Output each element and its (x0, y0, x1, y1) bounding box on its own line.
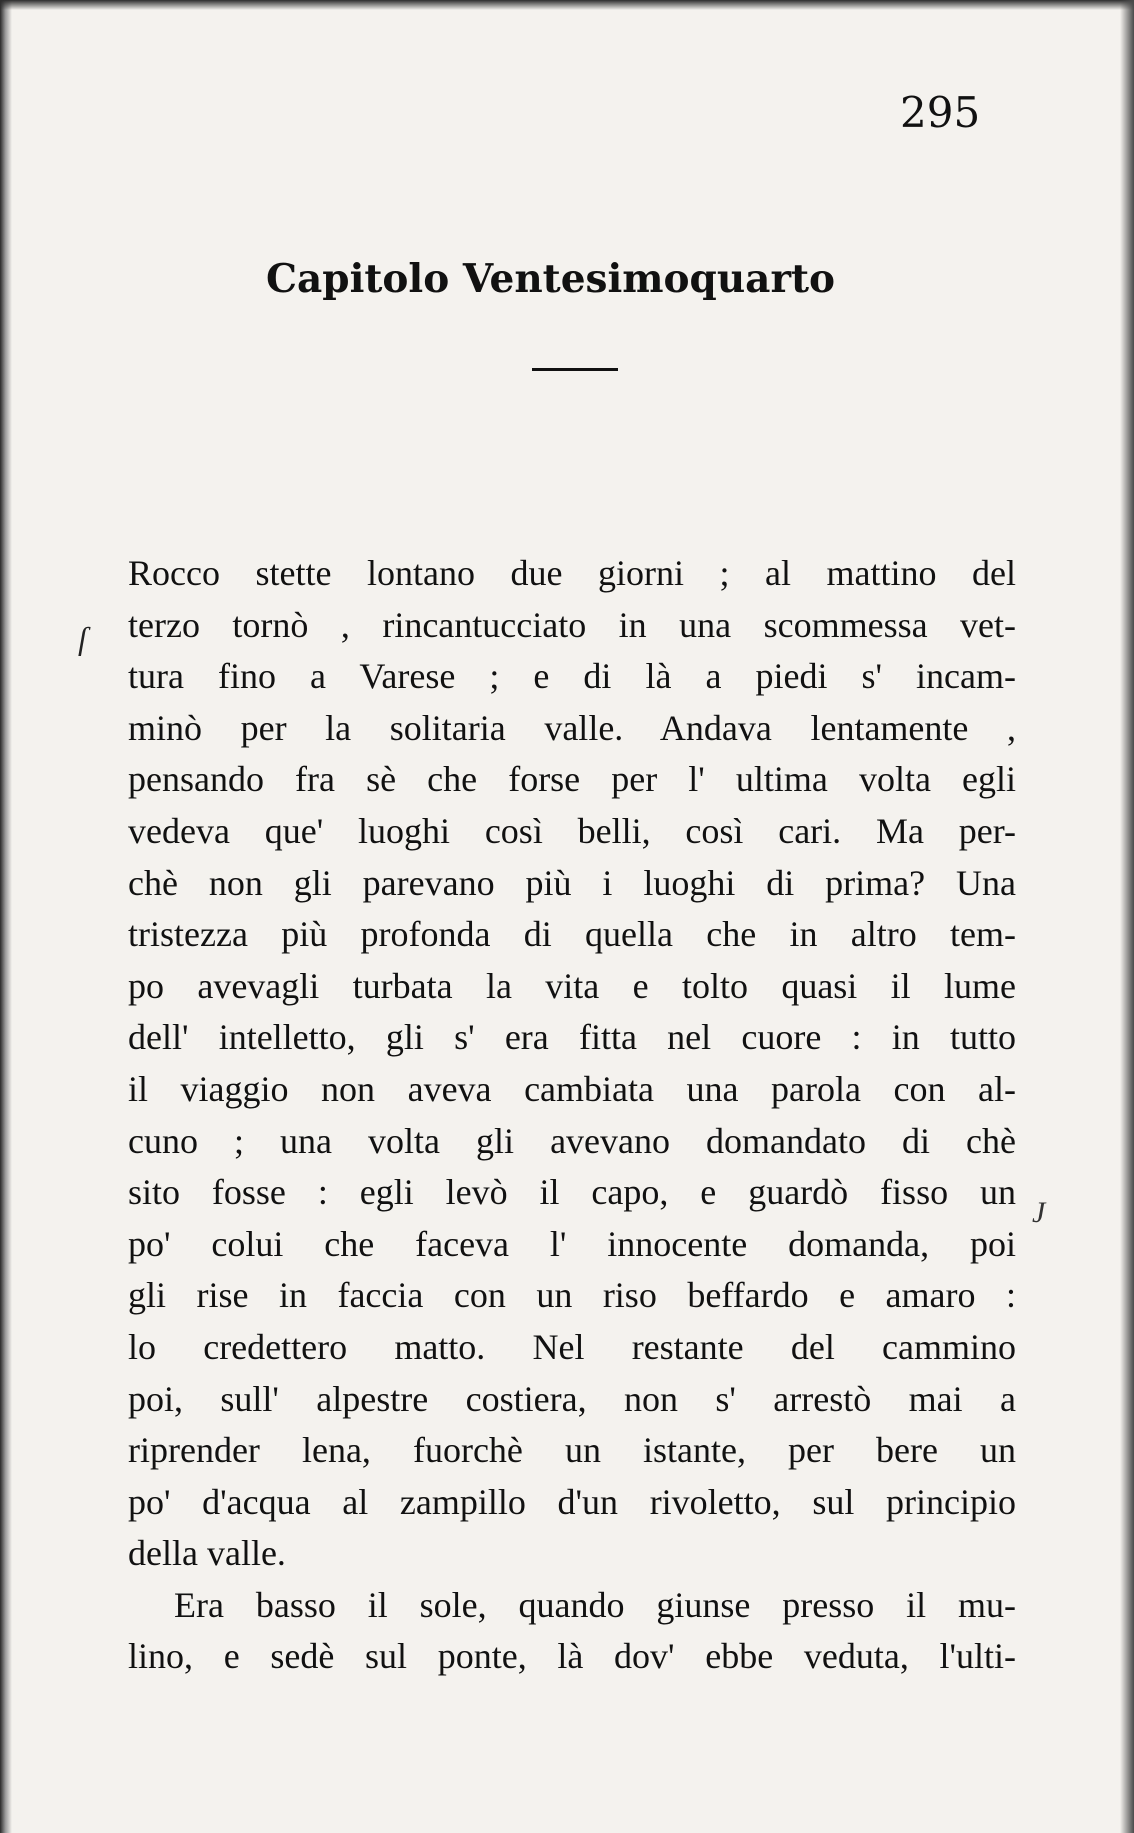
page-top-edge-shadow (0, 0, 1134, 10)
text-line: po' d'acqua al zampillo d'un rivoletto, sul principio (128, 1481, 1016, 1522)
margin-mark-left: ſ (78, 620, 87, 656)
text-line-paragraph-start: Era basso il sole, quando giunse presso il mu- (174, 1584, 1016, 1625)
body-text (128, 548, 1016, 1683)
page-number: 295 (900, 88, 981, 137)
text-line: vedeva que' luoghi così belli, così cari. Ma per- (128, 810, 1016, 851)
text-line: il viaggio non aveva cambiata una parola con al- (128, 1068, 1016, 1109)
text-line: lino, e sedè sul ponte, là dov' ebbe veduta, l'ulti- (128, 1636, 1016, 1677)
text-line: tura fino a Varese ; e di là a piedi s' incam- (128, 656, 1016, 697)
text-line: po avevagli turbata la vita e tolto quasi il lume (128, 965, 1016, 1006)
text-line: pensando fra sè che forse per l' ultima volta egli (128, 759, 1016, 800)
text-line-paragraph-end: della valle. (128, 1533, 286, 1574)
margin-note-right: J (1032, 1196, 1046, 1229)
text-line: riprender lena, fuorchè un istante, per bere un (128, 1430, 1016, 1471)
page-right-edge-shadow (1120, 0, 1134, 1833)
title-divider-rule (532, 368, 618, 371)
text-line: chè non gli parevano più i luoghi di prima? Una (128, 862, 1016, 903)
text-line: gli rise in faccia con un riso beffardo e amaro : (128, 1275, 1016, 1316)
chapter-title: Capitolo Ventesimoquarto (266, 256, 836, 302)
page-left-edge-shadow (0, 0, 12, 1833)
text-line: terzo tornò , rincantucciato in una scommessa vet- (128, 604, 1016, 645)
text-line: Rocco stette lontano due giorni ; al mattino del (128, 553, 1016, 593)
text-line: dell' intelletto, gli s' era fitta nel cuore : in tutto (128, 1017, 1016, 1058)
text-line: poi, sull' alpestre costiera, non s' arrestò mai a (128, 1378, 1016, 1419)
text-line: sito fosse : egli levò il capo, e guardò fisso un (128, 1172, 1016, 1213)
text-line: cuno ; una volta gli avevano domandato di chè (128, 1120, 1016, 1161)
text-line: lo credettero matto. Nel restante del cammino (128, 1326, 1016, 1367)
text-line: po' colui che faceva l' innocente domanda, poi (128, 1223, 1016, 1264)
text-line: tristezza più profonda di quella che in altro tem- (128, 914, 1016, 955)
text-line: minò per la solitaria valle. Andava lentamente , (128, 707, 1016, 748)
